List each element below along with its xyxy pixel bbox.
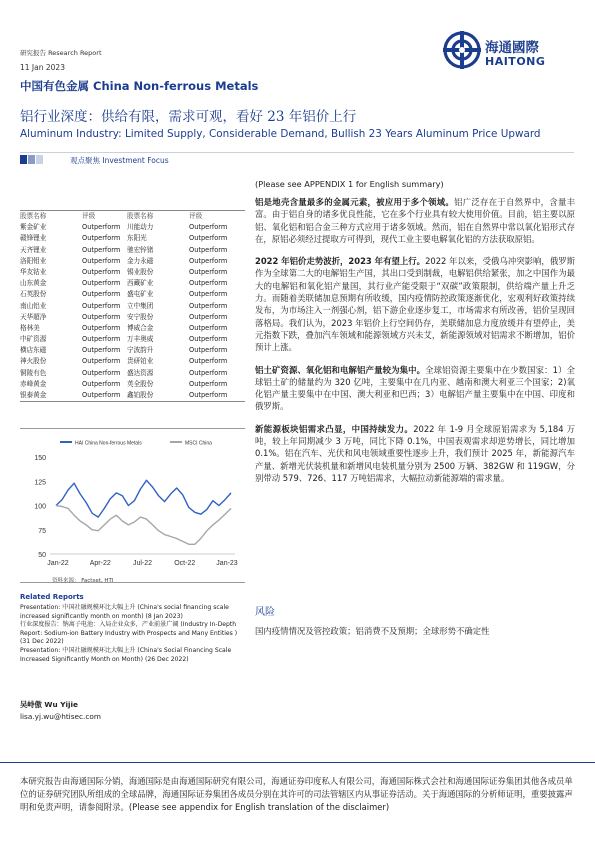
related-reports-list — [20, 604, 245, 664]
stock-name-cell: 博威合金 — [127, 323, 154, 332]
paragraph-lead: 新能源板块铝需求凸显，中国持续发力。 — [255, 423, 414, 434]
table-header-cell: 股票名称 — [127, 212, 154, 220]
appendix-note: (Please see APPENDIX 1 for English summary) — [255, 179, 444, 189]
rating-cell: Outperform — [189, 245, 228, 254]
rating-cell: Outperform — [189, 323, 228, 332]
x-tick-label: Apr-22 — [89, 560, 111, 567]
table-row — [20, 245, 245, 256]
legend-label: MSCI China — [185, 440, 212, 447]
analyst-name: 吴峙傲 Wu Yijie — [20, 700, 78, 709]
rating-cell: Outperform — [189, 312, 228, 321]
stock-name-cell: 西藏矿业 — [127, 279, 154, 288]
stock-name-cell: 中矿资源 — [20, 335, 47, 344]
disclaimer-text: 本研究报告由海通国际分销，海通国际是由海通国际研究有限公司，海通证券印度私人有限公司，海通国际株式会社和海通国际证券集团其他各成员单位的证券研究团队所组成的全球品牌，海通国际证券集团各成员分别在其许可的司法管辖区内从事证券活动。关于海通国际的分析师证明，重要披露声明和免责声明，请参阅附录。(Please see appendix for English translation of the disclaimer) — [20, 776, 573, 812]
logo-name-en: HAITONG — [485, 55, 546, 68]
stock-name-cell: 横店东磁 — [20, 346, 47, 355]
summary-paragraph — [255, 423, 575, 484]
stock-name-cell: 神火股份 — [20, 357, 47, 366]
chart-source-note: 资料来源： Factset, HTI — [52, 578, 114, 584]
stock-name-cell: 鑫铂股份 — [127, 391, 154, 399]
rating-cell: Outperform — [82, 301, 121, 310]
stock-name-cell: 宁波韵升 — [127, 346, 154, 355]
rating-cell: Outperform — [82, 368, 121, 377]
rating-cell: Outperform — [189, 346, 228, 355]
report-title-en: Aluminum Industry: Limited Supply, Considerable Demand, Bullish 23 Years Aluminum Price Upward — [20, 128, 541, 140]
risk-text: 国内疫情情况及管控政策；铝消费不及预期；全球形势不确定性 — [255, 626, 490, 636]
legend-label: HAI China Non-ferrous Metals — [75, 440, 142, 447]
paragraph-text: 全球铝资源主要集中在少数国家：1）全球铝土矿的储量约为 320 亿吨，主要集中在几内亚、越南和澳大利亚三个国家；2)氧化铝产量主要集中在中国、澳大利亚和巴西；3）电解铝产量主要集中在中国、印度和俄罗斯。 — [255, 364, 575, 412]
risk-title: 风险 — [255, 607, 275, 618]
stock-name-cell: 格林美 — [20, 323, 40, 332]
stock-name-cell: 盛屯矿业 — [127, 290, 154, 299]
stock-name-cell: 天华超净 — [20, 312, 47, 321]
paragraph-lead: 铝是地壳含量最多的金属元素，被应用于多个领域。 — [255, 197, 455, 207]
stock-name-cell: 锡业股份 — [127, 267, 154, 276]
table-row — [20, 267, 245, 278]
x-tick-label: Oct-22 — [174, 560, 196, 567]
stock-ratings-table — [20, 210, 245, 402]
stock-name-cell: 山东黄金 — [20, 279, 47, 288]
series-line — [56, 480, 231, 517]
x-tick-label: Jan-23 — [216, 560, 238, 567]
stock-name-cell: 英全股份 — [127, 379, 154, 388]
stock-name-cell: 川能动力 — [127, 223, 154, 232]
stock-name-cell: 华友钴业 — [20, 267, 47, 276]
stock-name-cell: 赤峰黄金 — [20, 379, 47, 388]
haitong-logo-icon — [442, 30, 482, 70]
stock-name-cell: 洛阳钼业 — [20, 256, 47, 265]
table-row — [20, 323, 245, 334]
table-body — [20, 222, 245, 401]
x-tick-label: Jul-22 — [132, 560, 153, 567]
rating-cell: Outperform — [82, 279, 121, 288]
stock-name-cell: 银泰黄金 — [20, 391, 47, 399]
table-header-row — [20, 211, 245, 222]
summary-paragraph — [255, 196, 575, 245]
investment-focus-label: 观点聚焦 Investment Focus — [70, 156, 169, 165]
rating-cell: Outperform — [189, 301, 228, 310]
rating-cell: Outperform — [82, 256, 121, 265]
rating-cell: Outperform — [82, 267, 121, 276]
table-row — [20, 334, 245, 345]
table-row — [20, 368, 245, 379]
table-header-cell: 评级 — [189, 212, 203, 220]
stock-name-cell: 天齐锂业 — [20, 245, 47, 254]
paragraph-lead: 2022 年铝价走势波折，2023 年有望上行。 — [255, 256, 426, 267]
stock-name-cell: 石英股份 — [20, 290, 47, 299]
x-tick-label: Jan-22 — [47, 560, 69, 567]
report-title-cn: 铝行业深度：供给有限，需求可观，看好 23 年铝价上行 — [20, 109, 357, 125]
rating-cell: Outperform — [189, 267, 228, 276]
rating-cell: Outperform — [189, 290, 228, 299]
price-chart-svg — [20, 429, 245, 569]
rating-cell: Outperform — [82, 323, 121, 332]
table-header-cell: 股票名称 — [20, 212, 47, 220]
rating-cell: Outperform — [82, 335, 121, 344]
focus-square — [20, 155, 27, 164]
related-reports-title: Related Reports — [20, 593, 84, 601]
table-row — [20, 278, 245, 289]
paragraph-lead: 铝土矿资源、氧化铝和电解铝产量较为集中。 — [255, 364, 426, 375]
stock-name-cell: 金力永磁 — [127, 256, 154, 265]
rating-cell: Outperform — [189, 379, 228, 388]
y-tick-label: 125 — [34, 479, 46, 487]
rating-cell: Outperform — [82, 223, 121, 232]
stock-name-cell: 万丰奥威 — [127, 335, 154, 344]
footer-divider — [0, 762, 595, 763]
rating-cell: Outperform — [189, 335, 228, 344]
summary-paragraph — [255, 255, 575, 353]
rating-cell: Outperform — [189, 279, 228, 288]
y-tick-label: 75 — [38, 527, 46, 535]
investment-focus-squares — [20, 155, 44, 164]
summary-paragraph — [255, 364, 575, 413]
report-sector: 中国有色金属 China Non-ferrous Metals — [20, 79, 259, 93]
related-report-item[interactable]: Presentation: 中国社融规模环比大幅上升 (China's social financing scale increased significantly month on month) (8 Jan 2023) — [20, 604, 229, 620]
table-row — [20, 233, 245, 244]
table-row — [20, 301, 245, 312]
table-row — [20, 356, 245, 367]
rating-cell: Outperform — [189, 223, 228, 232]
report-type: 研究报告 Research Report — [20, 49, 102, 57]
analyst-email[interactable]: lisa.yj.wu@htisec.com — [20, 712, 101, 721]
rating-cell: Outperform — [82, 379, 121, 388]
table-row — [20, 222, 245, 233]
focus-square — [28, 155, 35, 164]
table-row — [20, 390, 245, 401]
report-date: 11 Jan 2023 — [20, 63, 65, 72]
stock-name-cell: 盛达资源 — [127, 368, 154, 377]
rating-cell: Outperform — [82, 391, 121, 399]
stock-name-cell: 铜陵有色 — [20, 368, 47, 377]
rating-cell: Outperform — [82, 234, 121, 243]
table-header-cell: 评级 — [82, 212, 96, 220]
logo-name-cn: 海通國際 — [485, 40, 539, 56]
price-chart — [20, 428, 245, 583]
table-row — [20, 345, 245, 356]
table-row — [20, 289, 245, 300]
rating-cell: Outperform — [82, 357, 121, 366]
stock-name-cell: 立中集团 — [127, 301, 154, 310]
y-tick-label: 50 — [38, 552, 46, 559]
rating-cell: Outperform — [189, 357, 228, 366]
rating-cell: Outperform — [189, 368, 228, 377]
rating-cell: Outperform — [189, 256, 228, 265]
paragraph-text: 铝广泛存在于自然界中，含量丰富。由于铝自身的诸多优良性能，它在多个行业具有较大使用价值。目前，铝主要以原铝、氧化铝和铝合金三种方式应用于诸多领域。然而，铝在自然界中常以氧化铝形式存在，原铝必须经过提取方可得到，现代工业主要电解氧化铝的方法获取原铝。 — [255, 197, 575, 244]
table-row — [20, 379, 245, 390]
stock-name-cell: 紫金矿业 — [20, 223, 47, 232]
rating-cell: Outperform — [82, 346, 121, 355]
stock-name-cell: 贵研铂业 — [127, 357, 154, 366]
rating-cell: Outperform — [82, 312, 121, 321]
related-report-item[interactable]: Presentation: 中国社融规模环比大幅上升 (China's Social Financing Scale Increased Significantly Month on Month) (26 Dec 2022) — [20, 646, 232, 663]
stock-name-cell: 南山铝业 — [20, 301, 47, 310]
rating-cell: Outperform — [82, 290, 121, 299]
y-tick-label: 100 — [34, 503, 46, 511]
summary-body — [255, 196, 575, 494]
stock-name-cell: 东阳光 — [127, 234, 147, 243]
table-row — [20, 256, 245, 267]
focus-square — [36, 155, 43, 164]
rating-cell: Outperform — [189, 234, 228, 243]
y-tick-label: 150 — [34, 455, 46, 462]
stock-name-cell: 赣锋锂业 — [20, 234, 47, 243]
stock-name-cell: 驰宏锌锗 — [127, 245, 154, 254]
related-report-item[interactable]: 行业深度报告：钠离子电池：入局企业众多，产业前景广阔 (Industry In-Depth Report: Sodium-ion Battery Industry with Prospects and Many Entities ) (31 Dec 2022) — [20, 621, 238, 646]
paragraph-text: 2022 年 1-9 月全球原铝需求为 5,184 万吨，较上年同期减少 3 万吨，同比下降 0.1%，中国表观需求却逆势增长，同比增加 0.1%。铝在汽车、光伏和风电领域重要性逐步上升，我们预计 2025 年，新能源汽车产量、新增光伏装机量和新增风电装机量分别为 2500 万辆、382GW 和 119GW，分别带动 579、726、117 万吨铝需求，大幅拉动新能源端的需求量。 — [255, 423, 575, 483]
paragraph-text: 2022 年以来，受俄乌冲突影响，俄罗斯作为全球第二大的电解铝生产国，其出口受到制裁，电解铝供给紧张，加之中国作为最大的电解铝和氧化铝产量国，其行业产能受限于“双碳”政策限制，供给端产量上升乏力。而随着美联储加息预期有所收缓，国内疫情防控政策逐渐优化，宏观利好政策持续发布，为市场注入一剂强心剂，铝下游企业逐步复工，市场需求有所改善，铝价呈现回落格局。我们认为，2023 年铝价上行空间仍存，美联储加息力度放缓并有望停止，美元指数下跌，叠加汽车领域和能源领域方兴未艾，新能源领域对铝需求不断增加，铝价预计上涨。 — [255, 256, 575, 353]
table-row — [20, 312, 245, 323]
stock-name-cell: 安宁股份 — [127, 312, 154, 321]
rating-cell: Outperform — [189, 391, 228, 399]
rating-cell: Outperform — [82, 245, 121, 254]
